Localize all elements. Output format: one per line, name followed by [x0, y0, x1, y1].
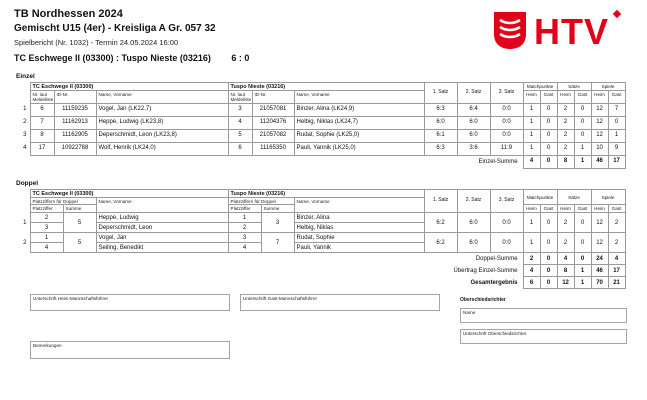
col-gast: Gast	[574, 91, 591, 104]
cell-satz1: 6:3	[424, 142, 457, 155]
cell-home-summe: 5	[63, 213, 96, 233]
cell-satz1: 6:1	[424, 129, 457, 142]
col-nr-laut-guest: Nr. laut Meldeliste	[228, 91, 252, 104]
cell-satz1: 6:2	[424, 213, 457, 233]
einzel-summe-label: Einzel-Summe	[478, 158, 518, 165]
cell-mp-gast: 0	[540, 129, 557, 142]
col-gast: Gast	[540, 205, 557, 213]
matchup-teams: TC Eschwege II (03300) : Tuspo Nieste (03216)	[14, 53, 211, 63]
einzel-row	[16, 103, 625, 116]
cell-home-name: Wolf, Henrik (LK24,0)	[96, 142, 228, 155]
logo-diamond-icon	[613, 10, 621, 18]
cell-guest-name: Pauli, Yannik	[294, 243, 424, 253]
cell-guest-id: 11204376	[252, 116, 294, 129]
cell-sp-gast: 0	[608, 116, 625, 129]
referee-signature-label: Unterschrift Oberschiedsrichter	[463, 331, 527, 336]
col-name-guest: Name, Vorname	[294, 198, 424, 213]
cell-mp-heim: 1	[523, 103, 540, 116]
cell-sp-gast: 2	[608, 213, 625, 233]
col-matchpunkte: Matchpunkte	[523, 83, 557, 91]
cell-home-id: 10922788	[54, 142, 96, 155]
cell-sz-heim: 2	[557, 213, 574, 233]
cell-sp-heim: 46	[591, 155, 608, 168]
cell-sz-heim: 2	[557, 116, 574, 129]
referee-name-label: Name	[463, 310, 476, 315]
cell-sz-heim: 12	[557, 277, 574, 289]
cell-guest-summe: 7	[261, 233, 294, 253]
cell-sz-heim: 2	[557, 233, 574, 253]
col-spiele: Spiele	[591, 190, 625, 205]
col-matchpunkte: Matchpunkte	[523, 190, 557, 205]
signature-home-label: Unterschrift Heim-Mannschaftsführer	[33, 296, 109, 301]
col-saetze: Sätze	[557, 190, 591, 205]
cell-guest-platzziffer: 1	[228, 213, 261, 223]
cell-sp-heim: 12	[591, 103, 608, 116]
cell-sp-heim: 12	[591, 116, 608, 129]
cell-guest-platzziffer: 2	[228, 223, 261, 233]
cell-mp-heim: 1	[523, 213, 540, 233]
cell-guest-summe: 3	[261, 213, 294, 233]
col-satz2: 2. Satz	[457, 83, 490, 104]
page-title: TB Nordhessen 2024	[14, 8, 123, 20]
cell-mp-heim: 1	[523, 129, 540, 142]
referee-name-box	[460, 308, 627, 323]
cell-guest-nr: 3	[228, 103, 252, 116]
cell-satz3: 0:0	[490, 116, 523, 129]
cell-satz2: 6:0	[457, 116, 490, 129]
cell-sp-gast: 17	[608, 155, 625, 168]
cell-satz3: 0:0	[490, 233, 523, 253]
einzel-section-label: Einzel	[16, 73, 35, 80]
cell-sp-gast: 9	[608, 142, 625, 155]
einzel-row	[16, 142, 625, 155]
einzel-row	[16, 116, 625, 129]
cell-sp-heim: 10	[591, 142, 608, 155]
gesamtergebnis-label: Gesamtergebnis	[470, 279, 518, 286]
col-id-guest: ID-Nr.	[252, 91, 294, 104]
doppel-summe-row	[16, 253, 625, 265]
col-summe-guest: Summe	[261, 205, 294, 213]
col-heim: Heim	[557, 205, 574, 213]
cell-mp-heim: 2	[523, 253, 540, 265]
col-id-home: ID-Nr.	[54, 91, 96, 104]
report-header	[14, 8, 249, 63]
cell-row-index: 2	[23, 239, 27, 246]
cell-sz-gast: 0	[574, 129, 591, 142]
cell-guest-id: 11165350	[252, 142, 294, 155]
cell-satz2: 6:0	[457, 233, 490, 253]
cell-sz-gast: 1	[574, 142, 591, 155]
col-gast: Gast	[540, 91, 557, 104]
cell-home-id: 11162913	[54, 116, 96, 129]
cell-home-nr: 17	[30, 142, 54, 155]
gesamtergebnis-row	[16, 277, 625, 289]
cell-mp-gast: 0	[540, 213, 557, 233]
cell-sz-gast: 1	[574, 277, 591, 289]
cell-sz-heim: 4	[557, 253, 574, 265]
report-line: Spielbericht (Nr. 1032) - Termin 24.05.2024 16:00	[14, 38, 179, 47]
cell-row-index: 4	[23, 145, 27, 152]
referee-section-label: Oberschiedsrichter	[460, 297, 506, 303]
cell-satz1: 6:2	[424, 233, 457, 253]
cell-home-name: Deperschmidt, Leon (LK23,8)	[96, 129, 228, 142]
home-team-header: TC Eschwege II (03300)	[30, 83, 228, 91]
col-heim: Heim	[523, 91, 540, 104]
doppel-row	[16, 213, 625, 223]
col-satz2: 2. Satz	[457, 190, 490, 213]
uebertrag-row	[16, 265, 625, 277]
cell-home-nr: 7	[30, 116, 54, 129]
cell-home-summe: 5	[63, 233, 96, 253]
cell-mp-heim: 1	[523, 233, 540, 253]
col-summe-home: Summe	[63, 205, 96, 213]
cell-mp-heim: 1	[523, 142, 540, 155]
cell-satz1: 6:3	[424, 103, 457, 116]
cell-home-id: 11162905	[54, 129, 96, 142]
cell-guest-id: 21057082	[252, 129, 294, 142]
cell-sp-heim: 12	[591, 213, 608, 233]
signature-guest-label: Unterschrift Gast-Mannschaftsführer	[243, 296, 318, 301]
cell-sz-heim: 2	[557, 129, 574, 142]
cell-row-index: 1	[23, 219, 27, 226]
cell-sz-gast: 0	[574, 103, 591, 116]
cell-guest-nr: 4	[228, 116, 252, 129]
einzel-summe-row	[16, 155, 625, 168]
cell-sp-gast: 17	[608, 265, 625, 277]
doppel-table	[16, 189, 626, 289]
cell-satz3: 0:0	[490, 103, 523, 116]
match-score: 6 : 0	[231, 53, 250, 63]
cell-satz3: 0:0	[490, 213, 523, 233]
col-gast: Gast	[608, 205, 625, 213]
col-platzziffer-home: Platzziffer	[30, 205, 63, 213]
referee-signature-box	[460, 329, 627, 344]
cell-home-name: Vogel, Jan	[96, 233, 228, 243]
cell-mp-heim: 6	[523, 277, 540, 289]
cell-mp-heim: 4	[523, 155, 540, 168]
cell-guest-name: Binzer, Alina (LK24,9)	[294, 103, 424, 116]
col-pz-doppel-guest: Platzziffern für Doppel	[228, 198, 294, 205]
cell-mp-gast: 0	[540, 277, 557, 289]
col-heim: Heim	[591, 91, 608, 104]
home-team-header: TC Eschwege II (03300)	[30, 190, 228, 198]
col-heim: Heim	[557, 91, 574, 104]
cell-sz-gast: 0	[574, 213, 591, 233]
cell-mp-heim: 4	[523, 265, 540, 277]
cell-home-platzziffer: 3	[30, 223, 63, 233]
cell-sz-gast: 1	[574, 155, 591, 168]
uebertrag-label: Übertrag Einzel-Summe	[453, 267, 518, 274]
cell-sp-gast: 7	[608, 103, 625, 116]
cell-sz-gast: 0	[574, 253, 591, 265]
guest-team-header: Tuspo Nieste (03216)	[228, 190, 424, 198]
guest-team-header: Tuspo Nieste (03216)	[228, 83, 424, 91]
col-spiele: Spiele	[591, 83, 625, 91]
col-satz1: 1. Satz	[424, 190, 457, 213]
cell-guest-nr: 5	[228, 129, 252, 142]
cell-sz-heim: 2	[557, 103, 574, 116]
htv-logo-text: HTV	[534, 11, 609, 53]
cell-guest-platzziffer: 4	[228, 243, 261, 253]
cell-sz-heim: 8	[557, 155, 574, 168]
cell-satz2: 6:0	[457, 213, 490, 233]
col-platzziffer-guest: Platzziffer	[228, 205, 261, 213]
spacer-cell	[16, 190, 30, 213]
cell-sp-heim: 12	[591, 129, 608, 142]
doppel-summe-label: Doppel-Summe	[475, 255, 518, 262]
cell-row-index: 2	[23, 119, 27, 126]
cell-sp-gast: 4	[608, 253, 625, 265]
cell-sp-heim: 12	[591, 233, 608, 253]
cell-home-name: Heppe, Ludwig (LK23,8)	[96, 116, 228, 129]
htv-logo	[492, 10, 609, 55]
signature-box-guest	[240, 294, 440, 311]
einzel-row	[16, 129, 625, 142]
cell-sz-gast: 0	[574, 116, 591, 129]
remarks-label: Bemerkungen	[33, 343, 62, 348]
cell-guest-name: Helbig, Niklas	[294, 223, 424, 233]
cell-satz2: 3:6	[457, 142, 490, 155]
cell-satz3: 11:9	[490, 142, 523, 155]
col-heim: Heim	[523, 205, 540, 213]
col-nr-laut-home: Nr. laut Meldeliste	[30, 91, 54, 104]
cell-satz3: 0:0	[490, 129, 523, 142]
cell-row-index: 1	[23, 106, 27, 113]
cell-sp-gast: 21	[608, 277, 625, 289]
cell-home-name: Heppe, Ludwig	[96, 213, 228, 223]
cell-sz-heim: 8	[557, 265, 574, 277]
col-name-guest: Name, Vorname	[294, 91, 424, 104]
matchup-line	[14, 53, 249, 63]
league-subtitle: Gemischt U15 (4er) - Kreisliga A Gr. 057 32	[14, 23, 216, 34]
remarks-box	[30, 341, 230, 359]
cell-sp-heim: 70	[591, 277, 608, 289]
cell-home-name: Vogel, Jan (LK22,7)	[96, 103, 228, 116]
cell-guest-name: Rudat, Sophie	[294, 233, 424, 243]
cell-sz-gast: 1	[574, 265, 591, 277]
cell-mp-gast: 0	[540, 116, 557, 129]
cell-home-nr: 8	[30, 129, 54, 142]
col-gast: Gast	[574, 205, 591, 213]
cell-mp-gast: 0	[540, 265, 557, 277]
cell-mp-heim: 1	[523, 116, 540, 129]
cell-guest-platzziffer: 3	[228, 233, 261, 243]
cell-home-platzziffer: 4	[30, 243, 63, 253]
htv-shield-icon	[492, 10, 528, 55]
cell-home-name: Deperschmidt, Leon	[96, 223, 228, 233]
cell-guest-nr: 6	[228, 142, 252, 155]
cell-guest-name: Pauli, Yannik (LK25,0)	[294, 142, 424, 155]
cell-sp-gast: 2	[608, 233, 625, 253]
cell-satz2: 6:4	[457, 103, 490, 116]
cell-sz-heim: 2	[557, 142, 574, 155]
cell-sz-gast: 0	[574, 233, 591, 253]
cell-satz2: 6:0	[457, 129, 490, 142]
col-name-home: Name, Vorname	[96, 91, 228, 104]
spacer-cell	[16, 83, 30, 104]
cell-guest-name: Rudat, Sophie (LK25,0)	[294, 129, 424, 142]
col-pz-doppel-home: Platzziffern für Doppel	[30, 198, 96, 205]
cell-row-index: 3	[23, 132, 27, 139]
cell-mp-gast: 0	[540, 253, 557, 265]
cell-mp-gast: 0	[540, 233, 557, 253]
col-satz3: 3. Satz	[490, 190, 523, 213]
cell-guest-name: Binzer, Alina	[294, 213, 424, 223]
signature-box-home	[30, 294, 230, 311]
cell-home-nr: 6	[30, 103, 54, 116]
cell-sp-heim: 24	[591, 253, 608, 265]
col-satz1: 1. Satz	[424, 83, 457, 104]
cell-home-platzziffer: 2	[30, 213, 63, 223]
cell-sp-heim: 46	[591, 265, 608, 277]
doppel-row	[16, 233, 625, 243]
einzel-table	[16, 82, 626, 169]
cell-satz1: 6:0	[424, 116, 457, 129]
col-name-home: Name, Vorname	[96, 198, 228, 213]
doppel-section-label: Doppel	[16, 180, 39, 187]
col-satz3: 3. Satz	[490, 83, 523, 104]
col-saetze: Sätze	[557, 83, 591, 91]
col-heim: Heim	[591, 205, 608, 213]
cell-guest-id: 21057081	[252, 103, 294, 116]
col-gast: Gast	[608, 91, 625, 104]
cell-home-platzziffer: 1	[30, 233, 63, 243]
cell-guest-name: Helbig, Niklas (LK24,7)	[294, 116, 424, 129]
cell-home-id: 11159235	[54, 103, 96, 116]
cell-mp-gast: 0	[540, 103, 557, 116]
cell-home-name: Seiling, Benedikt	[96, 243, 228, 253]
cell-mp-gast: 0	[540, 155, 557, 168]
cell-sp-gast: 1	[608, 129, 625, 142]
cell-mp-gast: 0	[540, 142, 557, 155]
